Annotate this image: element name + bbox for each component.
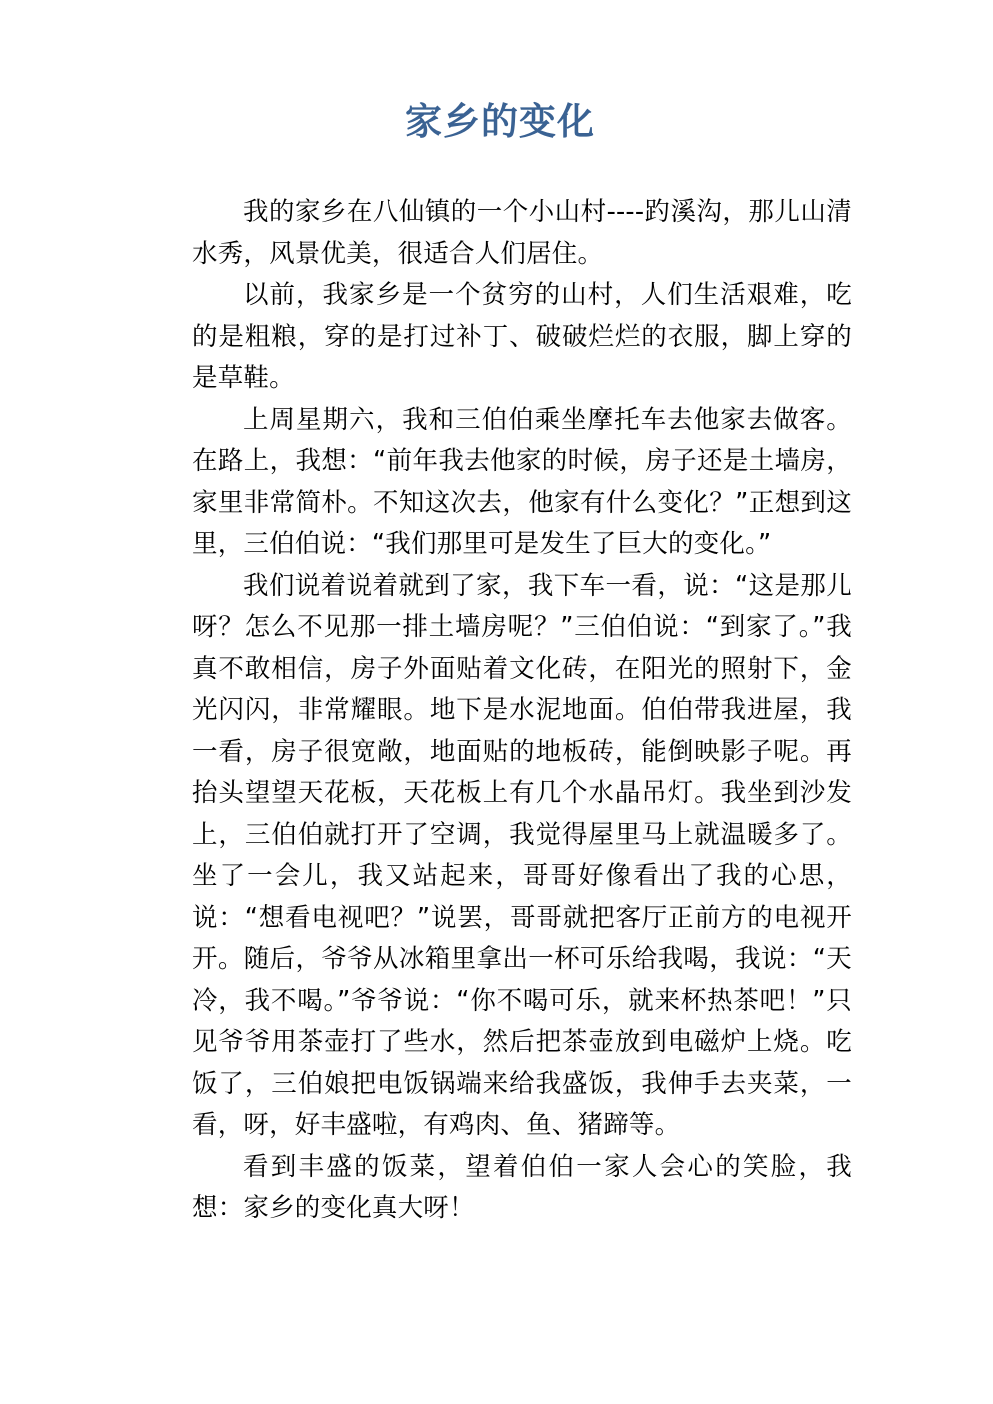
paragraph-3: 上周星期六，我和三伯伯乘坐摩托车去他家去做客。在路上，我想：“前年我去他家的时候，房子还是土墙房，家里非常简朴。不知这次去，他家有什么变化？”正想到这里，三伯伯说：“我们那里可是发生了巨大的变化。” xyxy=(192,404,852,559)
page-title: 家乡的变化 xyxy=(405,100,595,143)
document-content xyxy=(192,192,852,1230)
paragraph-5: 看到丰盛的饭菜，望着伯伯一家人会心的笑脸，我想：家乡的变化真大呀！ xyxy=(192,1151,852,1223)
document-body xyxy=(150,96,850,1230)
paragraph-4: 我们说着说着就到了家，我下车一看，说：“这是那儿呀？怎么不见那一排土墙房呢？”三伯伯说：“到家了。”我真不敢相信，房子外面贴着文化砖，在阳光的照射下，金光闪闪，非常耀眼。地下是水泥地面。伯伯带我进屋，我一看，房子很宽敞，地面贴的地板砖，能倒映影子呢。再抬头望望天花板，天花板上有几个水晶吊灯。我坐到沙发上，三伯伯就打开了空调，我觉得屋里马上就温暖多了。坐了一会儿，我又站起来，哥哥好像看出了我的心思，说：“想看电视吧？”说罢，哥哥就把客厅正前方的电视开开。随后，爷爷从冰箱里拿出一杯可乐给我喝，我说：“天冷，我不喝。”爷爷说：“你不喝可乐，就来杯热茶吧！”只见爷爷用茶壶打了些水，然后把茶壶放到电磁炉上烧。吃饭了，三伯娘把电饭锅端来给我盛饭，我伸手去夹菜，一看，呀，好丰盛啦，有鸡肉、鱼、猪蹄等。 xyxy=(192,570,852,1140)
paragraph-1: 我的家乡在八仙镇的一个小山村----趵溪沟，那儿山清水秀，风景优美，很适合人们居住。 xyxy=(192,197,852,269)
paragraph-2: 以前，我家乡是一个贫穷的山村，人们生活艰难，吃的是粗粮，穿的是打过补丁、破破烂烂的衣服，脚上穿的是草鞋。 xyxy=(192,280,852,393)
